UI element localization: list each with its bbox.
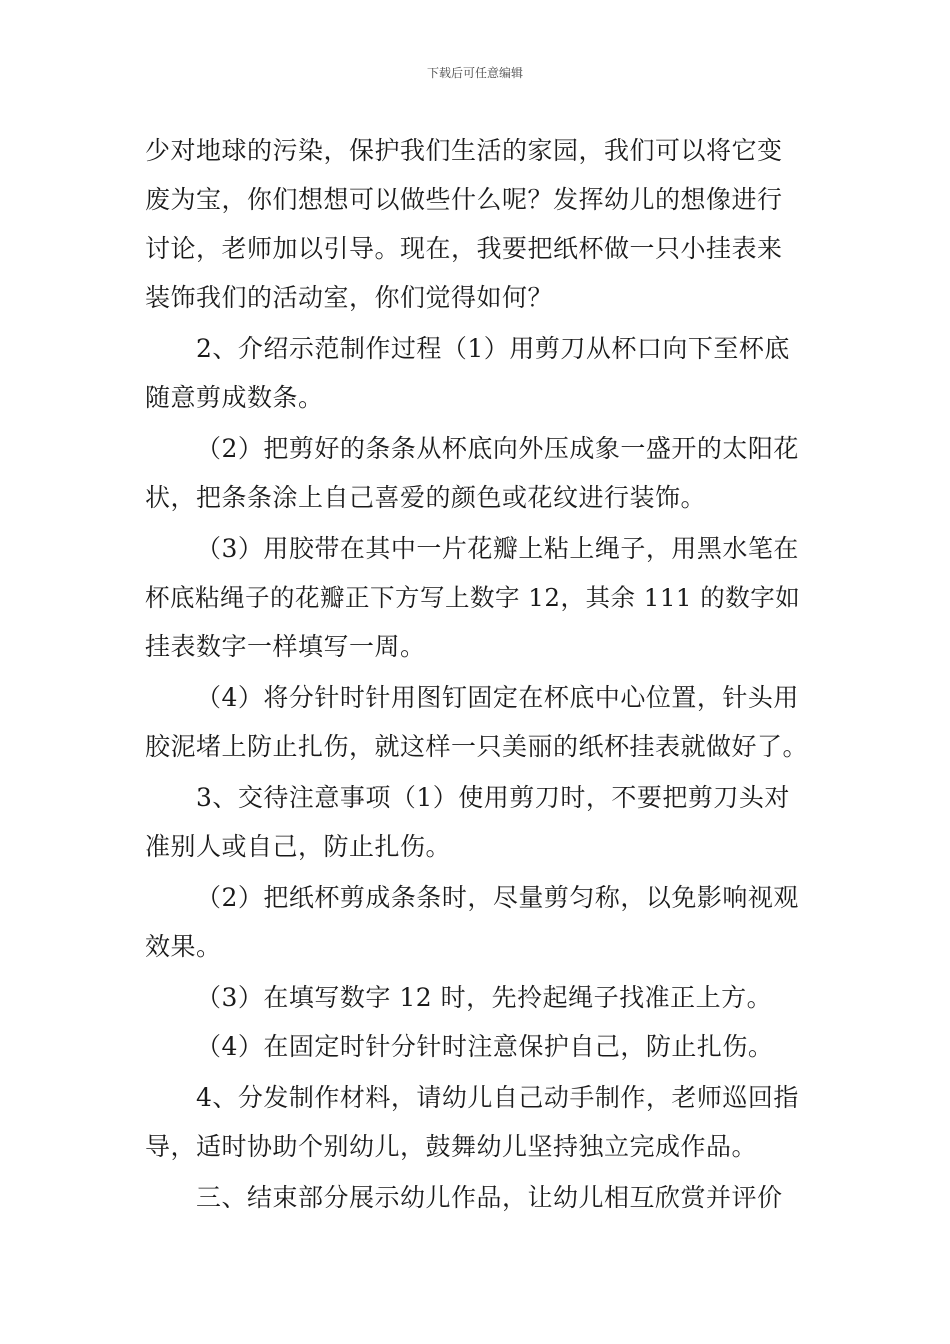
body-line: 少对地球的污染，保护我们生活的家园，我们可以将它变 <box>145 136 783 165</box>
body-line: 胶泥堵上防止扎伤，就这样一只美丽的纸杯挂表就做好了。 <box>145 732 809 761</box>
body-line: 废为宝，你们想想可以做些什么呢？发挥幼儿的想像进行 <box>145 185 783 214</box>
body-line: 状，把条条涂上自己喜爱的颜色或花纹进行装饰。 <box>145 483 707 512</box>
body-line: 3、交待注意事项（1）使用剪刀时，不要把剪刀头对 <box>196 783 790 812</box>
body-line: （2）把纸杯剪成条条时，尽量剪匀称，以免影响视观 <box>196 883 799 912</box>
body-line: （3）用胶带在其中一片花瓣上粘上绳子，用黑水笔在 <box>196 534 799 563</box>
body-line: 4、分发制作材料，请幼儿自己动手制作，老师巡回指 <box>196 1083 799 1112</box>
body-line: 三、结束部分展示幼儿作品，让幼儿相互欣赏并评价 <box>196 1183 783 1212</box>
body-line: 随意剪成数条。 <box>145 383 324 412</box>
page-header: 下载后可任意编辑 <box>426 66 523 80</box>
body-line: （4）在固定时针分针时注意保护自己，防止扎伤。 <box>196 1032 774 1061</box>
body-line: （3）在填写数字 12 时，先拎起绳子找准正上方。 <box>196 983 773 1012</box>
body-line: 杯底粘绳子的花瓣正下方写上数字 12，其余 111 的数字如 <box>145 583 801 612</box>
body-line: 准别人或自己，防止扎伤。 <box>145 832 452 861</box>
body-line: 2、介绍示范制作过程（1）用剪刀从杯口向下至杯底 <box>196 334 790 363</box>
body-line: 装饰我们的活动室，你们觉得如何？ <box>145 283 554 312</box>
body-line: （4）将分针时针用图钉固定在杯底中心位置，针头用 <box>196 683 799 712</box>
body-line: 效果。 <box>145 932 222 961</box>
body-line: 导，适时协助个别幼儿，鼓舞幼儿坚持独立完成作品。 <box>145 1132 758 1161</box>
body-line: （2）把剪好的条条从杯底向外压成象一盛开的太阳花 <box>196 434 799 463</box>
body-line: 挂表数字一样填写一周。 <box>145 632 426 661</box>
body-line: 讨论，老师加以引导。现在，我要把纸杯做一只小挂表来 <box>145 234 783 263</box>
